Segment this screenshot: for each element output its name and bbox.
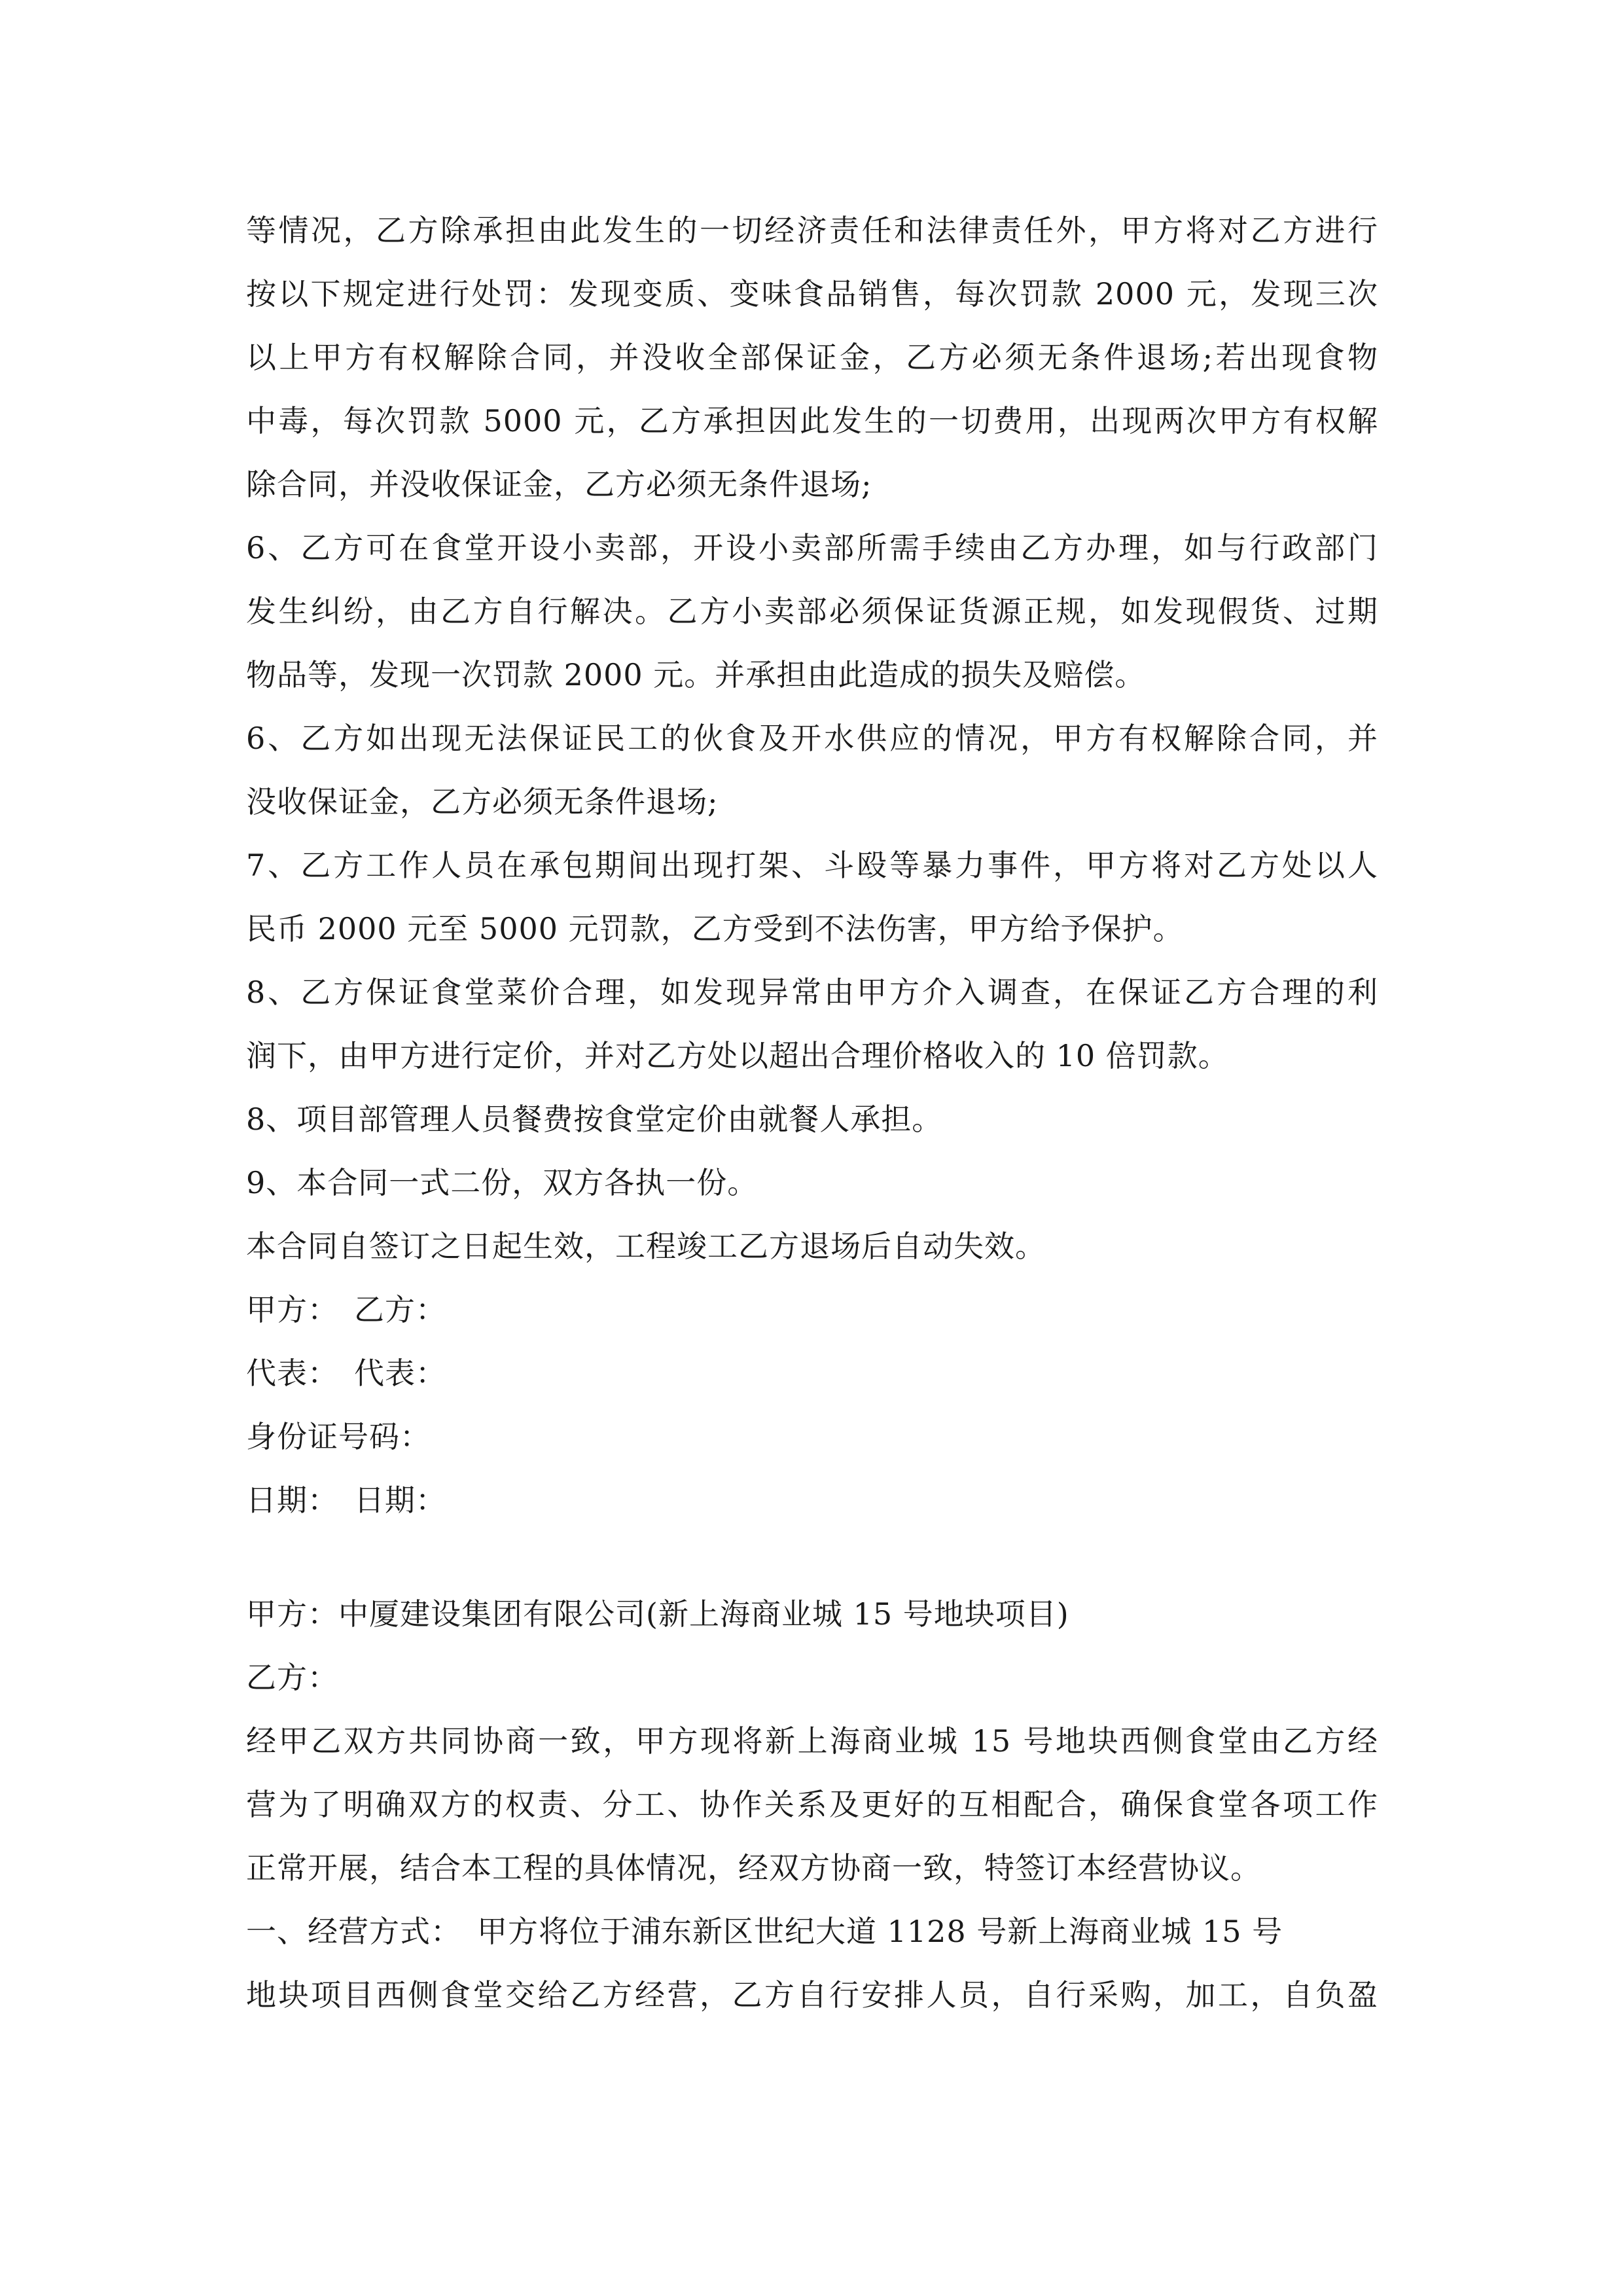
preamble-line: 正常开展，结合本工程的具体情况，经双方协商一致，特签订本经营协议。 — [246, 1850, 1261, 1886]
clause-line: 发生纠纷，由乙方自行解决。乙方小卖部必须保证货源正规，如发现假货、过期 — [246, 594, 1378, 629]
clause-line: 6、乙方如出现无法保证民工的伙食及开水供应的情况，甲方有权解除合同，并 — [246, 721, 1378, 756]
clause-line: 润下，由甲方进行定价，并对乙方处以超出合理价格收入的 10 倍罚款。 — [246, 1038, 1229, 1073]
signature-dates: 日期： 日期： — [246, 1482, 446, 1518]
signature-representatives: 代表： 代表： — [246, 1355, 446, 1391]
effective-clause: 本合同自签订之日起生效，工程竣工乙方退场后自动失效。 — [246, 1229, 1046, 1264]
paragraph-line: 按以下规定进行处罚：发现变质、变味食品销售，每次罚款 2000 元，发现三次 — [246, 276, 1378, 312]
new-agreement-section — [246, 1583, 1378, 2027]
clause-line: 8、乙方保证食堂菜价合理，如发现异常由甲方介入调查，在保证乙方合理的利 — [246, 975, 1378, 1010]
contract-terms-section — [246, 199, 1378, 1532]
paragraph-line: 等情况，乙方除承担由此发生的一切经济责任和法律责任外，甲方将对乙方进行 — [246, 213, 1378, 248]
clause-line: 8、项目部管理人员餐费按食堂定价由就餐人承担。 — [246, 1102, 943, 1137]
operation-mode-line: 地块项目西侧食堂交给乙方经营，乙方自行安排人员，自行采购，加工，自负盈 — [246, 1977, 1378, 2013]
signature-parties: 甲方： 乙方： — [246, 1292, 446, 1327]
paragraph-line: 以上甲方有权解除合同，并没收全部保证金，乙方必须无条件退场;若出现食物 — [246, 340, 1378, 375]
paragraph-line: 除合同，并没收保证金，乙方必须无条件退场; — [246, 467, 872, 502]
party-a-line: 甲方：中厦建设集团有限公司(新上海商业城 15 号地块项目) — [246, 1596, 1069, 1632]
operation-mode-heading: 一、经营方式： 甲方将位于浦东新区世纪大道 1128 号新上海商业城 15 号 — [246, 1914, 1283, 1949]
clause-line: 6、乙方可在食堂开设小卖部，开设小卖部所需手续由乙方办理，如与行政部门 — [246, 530, 1378, 565]
clause-line: 9、本合同一式二份，双方各执一份。 — [246, 1165, 758, 1200]
clause-line: 物品等，发现一次罚款 2000 元。并承担由此造成的损失及赔偿。 — [246, 657, 1146, 692]
preamble-line: 经甲乙双方共同协商一致，甲方现将新上海商业城 15 号地块西侧食堂由乙方经 — [246, 1723, 1378, 1759]
signature-id-number: 身份证号码： — [246, 1419, 431, 1454]
preamble-line: 营为了明确双方的权责、分工、协作关系及更好的互相配合，确保食堂各项工作 — [246, 1787, 1378, 1822]
clause-line: 民币 2000 元至 5000 元罚款，乙方受到不法伤害，甲方给予保护。 — [246, 911, 1184, 946]
party-b-line: 乙方： — [246, 1660, 338, 1695]
clause-line: 7、乙方工作人员在承包期间出现打架、斗殴等暴力事件，甲方将对乙方处以人 — [246, 848, 1378, 883]
clause-line: 没收保证金，乙方必须无条件退场; — [246, 784, 719, 819]
paragraph-line: 中毒，每次罚款 5000 元，乙方承担因此发生的一切费用，出现两次甲方有权解 — [246, 403, 1378, 439]
